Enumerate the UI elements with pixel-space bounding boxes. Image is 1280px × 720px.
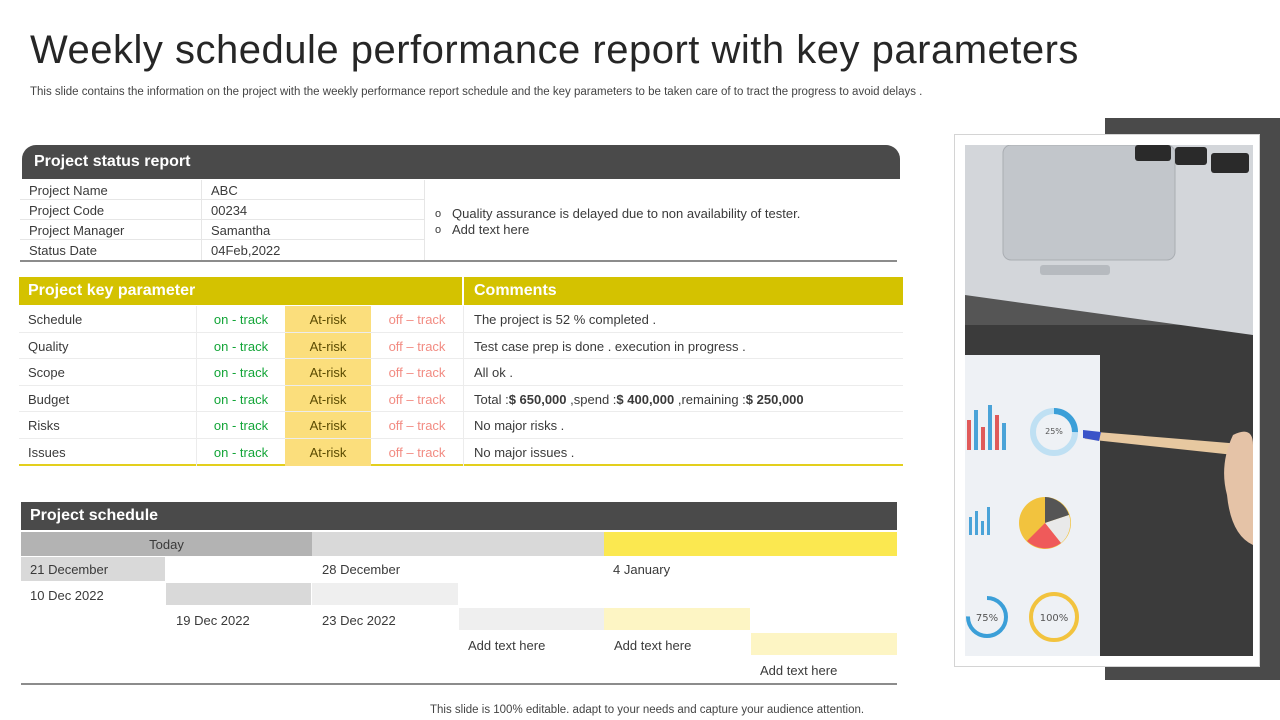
at-risk-status: At-risk [285,386,371,412]
at-risk-status: At-risk [285,412,371,438]
parameter-comment: No major issues . [474,445,575,460]
parameter-name: Budget [19,386,197,412]
on-track-status: on - track [213,338,269,354]
on-track-status: on - track [213,312,269,327]
budget-total: $ 650,000 [508,391,567,407]
schedule-header: Project schedule [21,502,897,530]
project-schedule [21,532,897,685]
slide-title: Weekly schedule performance report with key parameters [30,28,1079,72]
budget-spend-label: ,spend : [566,391,617,407]
status-note: o Quality assurance is delayed due to non availability of tester. [435,206,897,222]
table-row [19,412,903,439]
status-report-header: Project status report [22,145,900,179]
parameter-comment: The project is 52 % completed . [474,312,657,327]
timeline-bar [604,532,897,556]
status-note: o Add text here [435,222,897,238]
on-track-status: on - track [213,418,269,434]
comments-title: Comments [474,282,557,299]
parameter-name: Schedule [19,306,197,332]
parameter-name: Scope [19,359,197,385]
task-date: 10 Dec 2022 [30,588,104,603]
off-track-status: off – track [371,386,464,412]
task-text: Add text here [760,663,838,678]
status-value: ABC [202,180,425,200]
status-label: Project Name [20,180,202,200]
at-risk-status: At-risk [285,306,371,332]
task-text: Add text here [468,638,546,653]
budget-comment [464,386,903,412]
budget-spend: $ 400,000 [616,391,675,407]
donut-label: 25% [1045,427,1063,436]
gantt-bar [312,583,458,605]
table-row [19,333,903,360]
photo-illustration [965,145,1253,656]
gantt-bar [459,608,604,630]
status-value: Samantha [202,220,425,240]
parameter-comment: No major risks . [474,418,565,434]
on-track-status: on - track [213,391,269,407]
ring-label: 75% [975,613,999,624]
date-header: 4 January [613,562,671,577]
budget-remaining: $ 250,000 [745,391,804,407]
gantt-bar [604,608,750,630]
parameter-name: Quality [19,333,197,359]
status-label: Status Date [20,240,202,260]
off-track-status: off – track [371,439,464,466]
task-date: 23 Dec 2022 [322,613,396,628]
budget-total-label: Total : [474,391,509,407]
ring-label: 100% [1039,613,1069,624]
date-header: 28 December [322,562,401,577]
off-track-status: off – track [371,412,464,438]
date-header: 21 December [21,557,165,581]
slide-subtitle: This slide contains the information on the project with the weekly performance report schedule and the key parameters to be taken care of to tract the progress to avoid delays . [30,86,923,98]
key-parameter-table [19,306,903,466]
task-text: Add text here [614,638,692,653]
off-track-status: off – track [371,306,464,332]
status-report-table [20,180,897,262]
on-track-status: on - track [213,365,269,381]
key-parameter-title: Project key parameter [19,277,464,305]
slide-footer: This slide is 100% editable. adapt to your needs and capture your audience attention. [430,704,865,716]
off-track-status: off – track [371,359,464,385]
table-row [19,306,903,333]
table-row [19,359,903,386]
parameter-comment: All ok . [474,365,514,381]
status-value: 04Feb,2022 [202,240,425,260]
status-label: Project Code [20,200,202,220]
task-date: 19 Dec 2022 [176,613,250,628]
status-value: 00234 [202,200,425,220]
on-track-status: on - track [213,445,269,460]
at-risk-status: At-risk [285,359,371,385]
key-parameter-header [19,277,903,305]
table-row [19,439,903,466]
today-bar: Today [21,532,312,556]
status-notes [425,180,897,260]
parameter-comment: Test case prep is done . execution in progress . [474,338,746,354]
off-track-status: off – track [371,333,464,359]
status-label: Project Manager [20,220,202,240]
laptop-report-photo [965,145,1253,656]
at-risk-status: At-risk [285,439,371,466]
budget-remaining-label: ,remaining : [674,391,746,407]
timeline-bar [312,532,604,556]
gantt-bar [751,633,897,655]
gantt-bar [166,583,311,605]
at-risk-status: At-risk [285,333,371,359]
parameter-name: Risks [19,412,197,438]
table-row [19,386,903,413]
parameter-name: Issues [19,439,197,466]
